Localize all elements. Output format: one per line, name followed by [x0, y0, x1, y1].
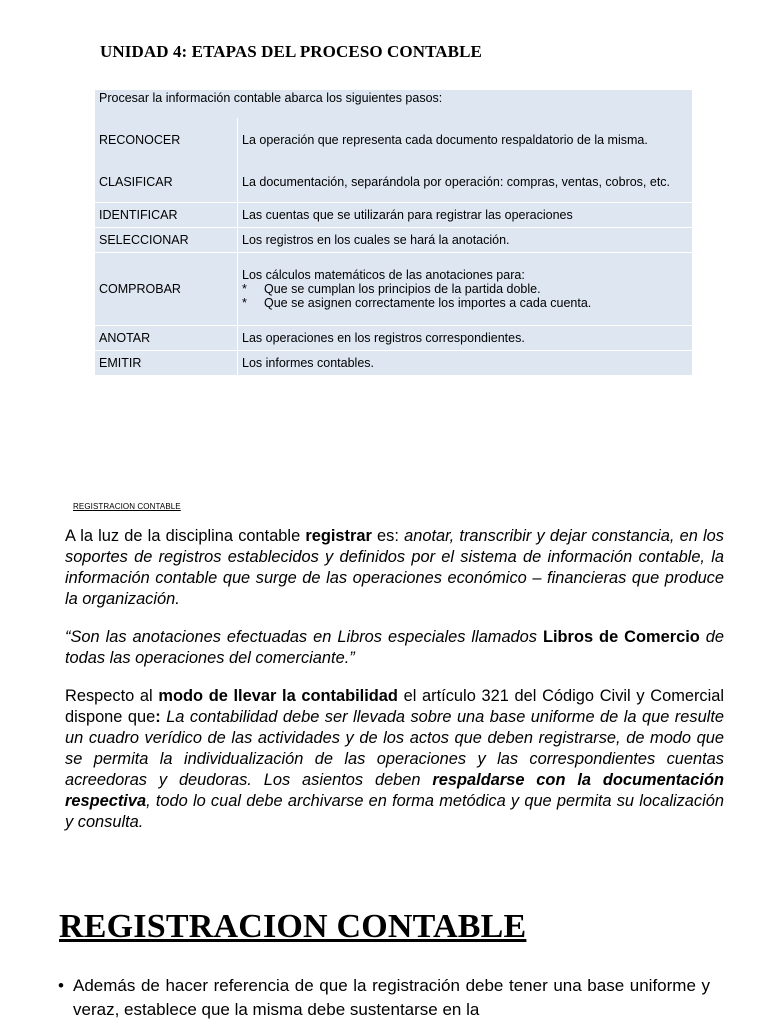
bullet-text: Que se asignen correctamente los importes a cada cuenta. — [264, 295, 592, 310]
bullet-dot: • — [58, 976, 64, 995]
step-name: COMPROBAR — [95, 252, 238, 325]
step-bullet — [242, 296, 688, 310]
text-run-bold: : — [155, 708, 161, 726]
bullet-text: Además de hacer referencia de que la registración debe tener una base uniforme y veraz, establece que la misma debe sustentarse en la — [73, 976, 710, 1019]
process-steps-table — [95, 90, 692, 375]
text-run-bold: registrar — [305, 527, 372, 545]
step-bullet — [242, 282, 688, 296]
step-name: EMITIR — [95, 350, 238, 375]
bullet-text: Que se cumplan los principios de la partida doble. — [264, 281, 541, 296]
step-name: IDENTIFICAR — [95, 202, 238, 227]
step-name: RECONOCER — [99, 133, 181, 147]
unit-title: UNIDAD 4: ETAPAS DEL PROCESO CONTABLE — [100, 42, 482, 61]
table-row — [95, 227, 692, 252]
text-run-italic: , todo lo cual debe archivarse en forma metódica y que permita su localización y consulta. — [65, 792, 724, 831]
step-description: Los registros en los cuales se hará la anotación. — [238, 227, 693, 252]
paragraph-quote — [65, 627, 724, 669]
section-heading-small: REGISTRACION CONTABLE — [73, 502, 181, 511]
text-run-italic: anotar, transcribir y dejar constancia, en los soportes de registros establecidos y definidos por el sistema de información contable, la información contable que surge de las operaciones económico – financieras que produce la organización. — [65, 527, 724, 608]
bullet-item — [58, 974, 710, 1022]
step-description: La documentación, separándola por operación: compras, ventas, cobros, etc. — [238, 162, 693, 202]
step-description: La operación que representa cada documento respaldatorio de la misma. — [238, 118, 693, 162]
text-run: A la luz de la disciplina contable — [65, 527, 306, 545]
step-name: CLASIFICAR — [99, 174, 173, 189]
table-row — [95, 162, 692, 202]
step-name: SELECCIONAR — [95, 227, 238, 252]
table-row — [95, 325, 692, 350]
table-row — [95, 118, 692, 162]
text-run-bold: Libros de Comercio — [542, 628, 700, 646]
text-run-bold-italic: respaldarse con la documentación respectiva — [65, 771, 724, 810]
text-run: “Son las anotaciones efectuadas en Libros especiales llamados — [65, 628, 543, 646]
text-run: el artículo 321 del Código Civil y Comercial dispone que — [65, 687, 725, 726]
table-row — [95, 350, 692, 375]
bullet-marker: * — [242, 281, 247, 296]
paragraph-article-321 — [65, 686, 724, 833]
step-description — [238, 252, 693, 325]
paragraph-definition — [65, 526, 724, 610]
text-run-italic: La contabilidad debe ser llevada sobre una base uniforme de la que resulte un cuadro verídico de las actividades y de los actos que deben registrarse, de modo que se permita la individualización de las operaciones y las correspondientes cuentas acreedoras y deudoras. Los asientos deben — [65, 708, 724, 789]
step-description: Las cuentas que se utilizarán para registrar las operaciones — [238, 202, 693, 227]
text-run: es: — [371, 527, 405, 545]
table-intro-row — [95, 90, 692, 118]
table-row — [95, 202, 692, 227]
step-description: Los informes contables. — [238, 350, 693, 375]
step-name: ANOTAR — [95, 325, 238, 350]
text-run: Respecto al — [65, 687, 159, 705]
table-intro: Procesar la información contable abarca los siguientes pasos: — [99, 91, 443, 105]
step-description-text: Los cálculos matemáticos de las anotaciones para: — [242, 267, 525, 282]
text-run: de todas las operaciones del comerciante.” — [65, 628, 724, 667]
bullet-marker: * — [242, 295, 247, 310]
section-heading: REGISTRACION CONTABLE — [59, 908, 527, 945]
text-run-bold: modo de llevar la contabilidad — [158, 687, 398, 705]
step-description: Las operaciones en los registros correspondientes. — [238, 325, 693, 350]
table-row — [95, 252, 692, 325]
